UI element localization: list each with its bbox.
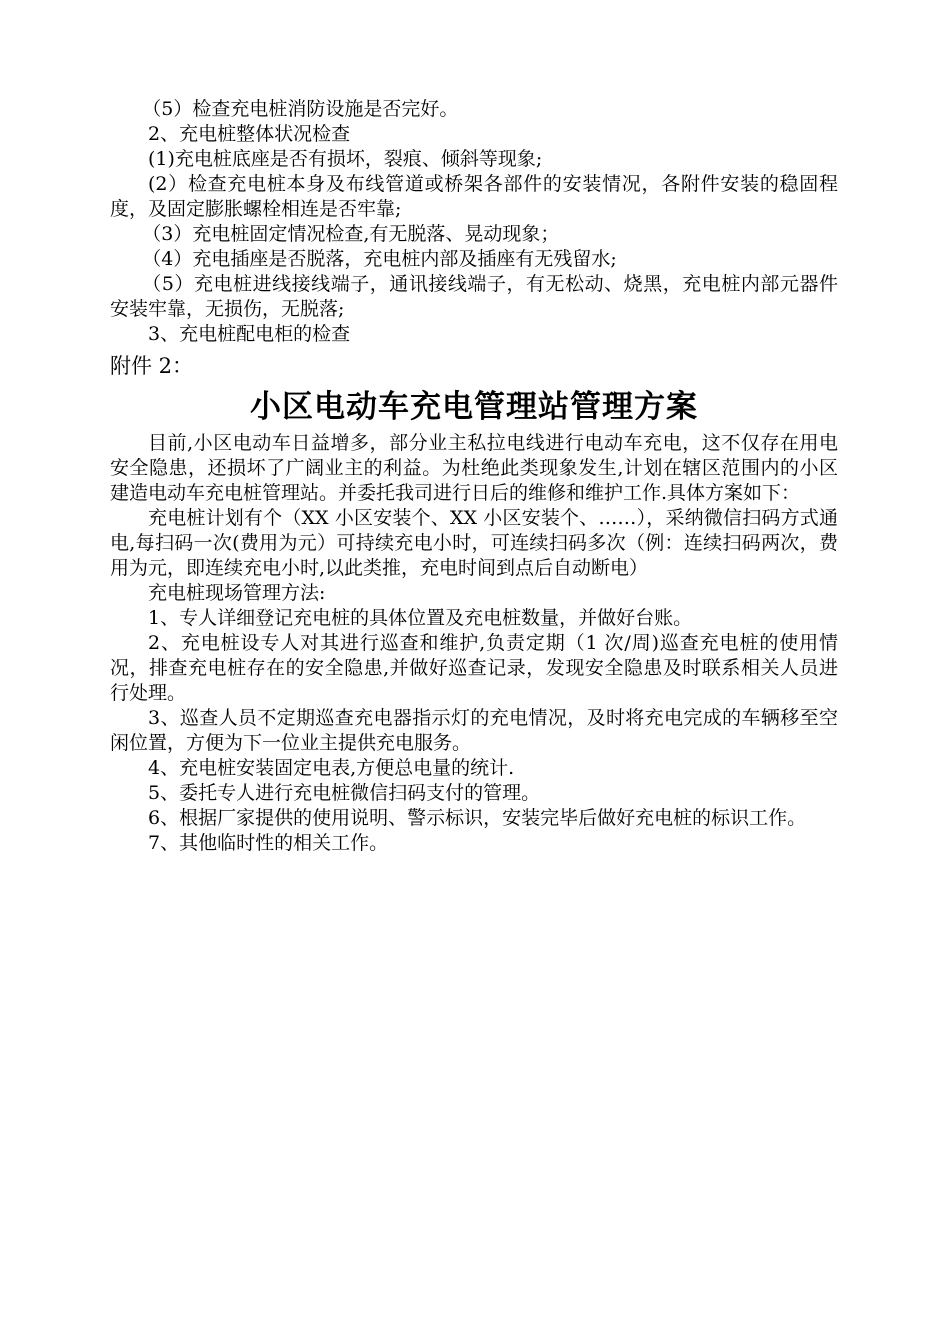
management-item-5: 5、委托专人进行充电桩微信扫码支付的管理。 bbox=[148, 782, 541, 804]
paragraph-charging-plan: 充电桩计划有个（XX 小区安装个、XX 小区安装个、……），采纳微信扫码方式通电,每扫码一次(费用为元）可持续充电小时，可连续扫码多次（例：连续扫码两次，费用为元，即连续充电小时,以此类推，充电时间到点后自动断电） bbox=[110, 507, 838, 579]
inspection-item-socket: （4）充电插座是否脱落，充电桩内部及插座有无残留水; bbox=[142, 248, 617, 270]
management-item-1: 1、专人详细登记充电桩的具体位置及充电桩数量，并做好台账。 bbox=[148, 607, 693, 629]
management-item-3: 3、巡查人员不定期巡查充电器指示灯的充电情况，及时将充电完成的车辆移至空闲位置，方便为下一位业主提供充电服务。 bbox=[110, 707, 838, 754]
inspection-item-fire-safety: （5）检查充电桩消防设施是否完好。 bbox=[142, 98, 459, 120]
management-item-7: 7、其他临时性的相关工作。 bbox=[148, 832, 389, 854]
paragraph-background: 目前,小区电动车日益增多，部分业主私拉电线进行电动车充电，这不仅存在用电安全隐患，还损坏了广阔业主的利益。为杜绝此类现象发生,计划在辖区范围内的小区建造电动车充电桩管理站。并委托我司进行日后的维修和维护工作.具体方案如下： bbox=[110, 432, 838, 504]
document-title: 小区电动车充电管理站管理方案 bbox=[250, 389, 698, 425]
management-item-4: 4、充电桩安装固定电表,方便总电量的统计. bbox=[148, 757, 515, 779]
inspection-item-base: (1)充电桩底座是否有损坏，裂痕、倾斜等现象; bbox=[148, 148, 543, 170]
paragraph-management-heading: 充电桩现场管理方法: bbox=[148, 582, 326, 604]
attachment-label: 附件 2： bbox=[110, 354, 194, 378]
management-item-2: 2、充电桩设专人对其进行巡查和维护,负责定期（1 次/周)巡查充电桩的使用情况，排查充电桩存在的安全隐患,并做好巡查记录，发现安全隐患及时联系相关人员进行处理。 bbox=[110, 632, 838, 704]
document-body bbox=[110, 431, 838, 856]
document-page bbox=[110, 97, 838, 856]
inspection-list-continued bbox=[110, 97, 838, 347]
inspection-item-installation: (2）检查充电桩本身及布线管道或桥架各部件的安装情况，各附件安装的稳固程度，及固定膨胀螺栓相连是否牢靠; bbox=[110, 173, 838, 220]
inspection-item-fixing: （3）充电桩固定情况检查,有无脱落、晃动现象； bbox=[142, 223, 560, 245]
inspection-heading-overall: 2、充电桩整体状况检查 bbox=[148, 123, 351, 145]
inspection-heading-cabinet: 3、充电桩配电柜的检查 bbox=[148, 323, 351, 345]
management-item-6: 6、根据厂家提供的使用说明、警示标识，安装完毕后做好充电桩的标识工作。 bbox=[148, 807, 807, 829]
inspection-item-terminals: （5）充电桩进线接线端子，通讯接线端子，有无松动、烧黑，充电桩内部元器件安装牢靠，无损伤，无脱落; bbox=[110, 273, 838, 320]
